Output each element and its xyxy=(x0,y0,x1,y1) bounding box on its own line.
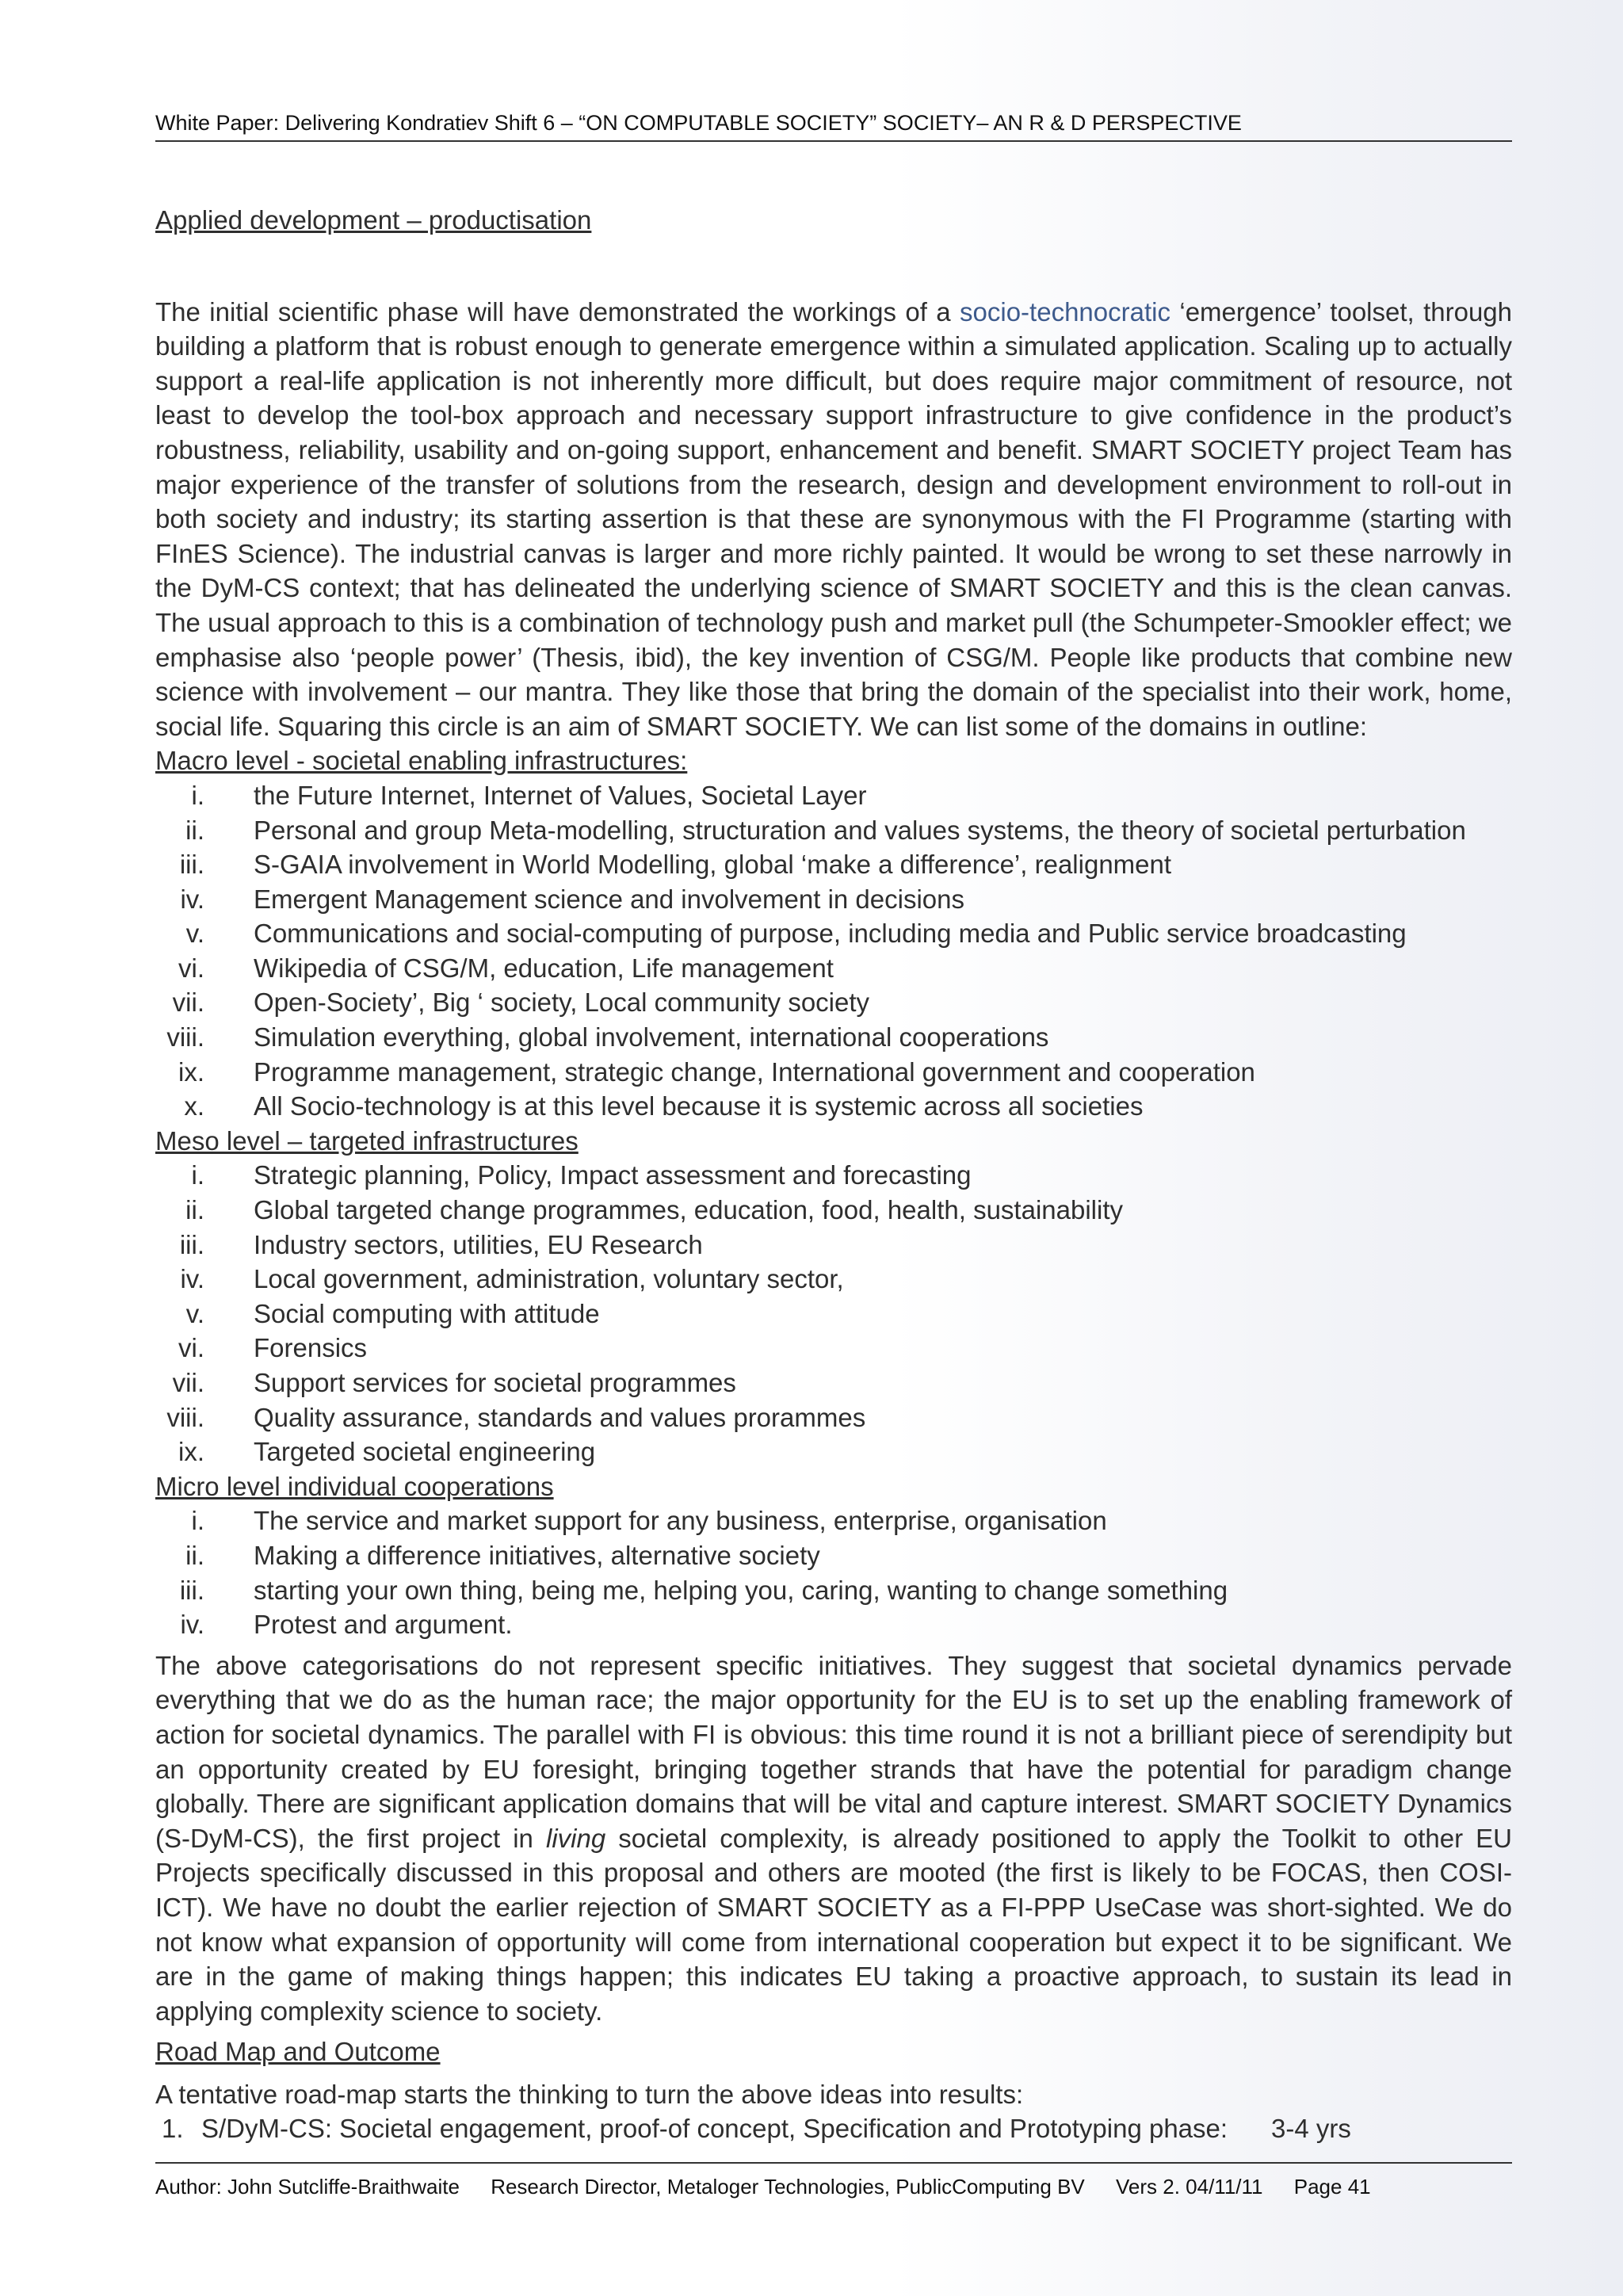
list-number: iii. xyxy=(179,1229,204,1259)
list-item xyxy=(155,1055,1512,1090)
list-number: i. xyxy=(191,780,204,810)
roadmap-text: S/DyM-CS: Societal engagement, proof-of concept, Specification and Prototyping phase: xyxy=(201,2114,1228,2144)
list-text: Targeted societal engineering xyxy=(254,1437,596,1467)
list-text: Global targeted change programmes, education, food, health, sustainability xyxy=(254,1195,1124,1225)
list-text: starting your own thing, being me, helping you, caring, wanting to change something xyxy=(254,1575,1228,1605)
paragraph-summary-rest: societal complexity, is already positioned to apply the Toolkit to other EU Projects specifically discussed in this proposal and others are mooted (the first is likely to be FOCAS, then COSI-ICT). We have no doubt the earlier rejection of SMART SOCIETY as a FI-PPP UseCase was short-sighted. We do not know what expansion of opportunity will come from international cooperation but expect it to be significant. We are in the game of making things happen; this indicates EU taking a proactive approach, to sustain its lead in applying complexity science to society. xyxy=(155,1823,1512,2026)
list-text: Local government, administration, voluntary sector, xyxy=(254,1264,844,1294)
list-number: iv. xyxy=(180,1264,204,1294)
list-number: ii. xyxy=(185,1195,204,1225)
list-item xyxy=(155,813,1512,848)
list-item xyxy=(155,1158,1512,1193)
list-text: Support services for societal programmes xyxy=(254,1368,736,1397)
list-item xyxy=(155,1193,1512,1228)
section-heading-meso: Meso level – targeted infrastructures xyxy=(155,1125,579,1156)
list-text: the Future Internet, Internet of Values, Societal Layer xyxy=(254,780,867,810)
list-text: Programme management, strategic change, International government and cooperation xyxy=(254,1056,1255,1087)
list-number: viii. xyxy=(166,1022,204,1052)
section-heading-micro: Micro level individual cooperations xyxy=(155,1471,554,1501)
paragraph-intro-start: The initial scientific phase will have demonstrated the workings of a xyxy=(155,296,960,327)
list-text: Simulation everything, global involvement, international cooperations xyxy=(254,1022,1049,1052)
list-text: Emergent Management science and involvement in decisions xyxy=(254,884,964,914)
roadmap-duration: 3-4 yrs xyxy=(1271,2114,1351,2144)
list-text: Communications and social-computing of purpose, including media and Public service broadcasting xyxy=(254,919,1407,949)
list-item xyxy=(155,778,1512,813)
list-number: iii. xyxy=(179,1575,204,1605)
list-number: ii. xyxy=(185,1540,204,1570)
list-item xyxy=(155,1607,1512,1642)
list-number: vii. xyxy=(172,988,204,1018)
highlight-term: socio-technocratic xyxy=(960,296,1170,327)
list-item xyxy=(155,951,1512,986)
meso-list xyxy=(155,1158,1512,1469)
header-title: White Paper: Delivering Kondratiev Shift 6 – “ON COMPUTABLE SOCIETY” SOCIETY– AN R & D PERSPECTIVE xyxy=(155,111,1242,135)
document-body xyxy=(155,203,1512,2146)
list-number: ix. xyxy=(178,1056,204,1087)
list-text: Social computing with attitude xyxy=(254,1298,600,1328)
list-text: Personal and group Meta-modelling, structuration and values systems, the theory of societal perturbation xyxy=(254,815,1466,845)
list-item xyxy=(155,847,1512,882)
list-number: vii. xyxy=(172,1368,204,1397)
list-text: All Socio-technology is at this level because it is systemic across all societies xyxy=(254,1091,1144,1121)
list-number: x. xyxy=(184,1091,204,1121)
list-item xyxy=(155,1366,1512,1400)
list-text: Making a difference initiatives, alternative society xyxy=(254,1540,820,1570)
paragraph-intro xyxy=(155,295,1512,744)
list-number: ii. xyxy=(185,815,204,845)
list-text: Quality assurance, standards and values prorammes xyxy=(254,1402,866,1432)
list-text: Wikipedia of CSG/M, education, Life management xyxy=(254,953,834,983)
list-item xyxy=(155,1228,1512,1263)
section-heading-macro: Macro level - societal enabling infrastructures: xyxy=(155,746,688,776)
page-header xyxy=(155,111,1512,142)
list-text: The service and market support for any business, enterprise, organisation xyxy=(254,1506,1107,1536)
list-item xyxy=(155,882,1512,917)
list-number: vi. xyxy=(178,1333,204,1363)
list-item xyxy=(155,1400,1512,1435)
list-number: iv. xyxy=(180,1610,204,1640)
list-text: Strategic planning, Policy, Impact assessment and forecasting xyxy=(254,1160,972,1190)
list-item xyxy=(155,1435,1512,1469)
list-text: S-GAIA involvement in World Modelling, global ‘make a difference’, realignment xyxy=(254,850,1172,880)
list-item xyxy=(155,985,1512,1020)
footer-version: Vers 2. 04/11/11 xyxy=(1116,2175,1263,2199)
list-text: Open-Society’, Big ‘ society, Local community society xyxy=(254,988,870,1018)
list-number: iii. xyxy=(179,850,204,880)
list-number: v. xyxy=(185,919,204,949)
list-item xyxy=(155,1503,1512,1538)
list-number: ix. xyxy=(178,1437,204,1467)
italic-term: living xyxy=(545,1823,606,1853)
list-item xyxy=(155,916,1512,951)
list-number: i. xyxy=(191,1506,204,1536)
paragraph-intro-rest: ‘emergence’ toolset, through building a platform that is robust enough to generate emergence within a simulated application. Scaling up to actually support a real-life application is not inherently more difficult, but does require major commitment of resource, not least to develop the tool-box approach and necessary support infrastructure to give confidence in the product’s robustness, reliability, usability and on-going support, enhancement and benefit. SMART SOCIETY project Team has major experience of the transfer of solutions from the research, design and development environment to roll-out in both society and industry; its starting assertion is that these are synonymous with the FI Programme (starting with FInES Science). The industrial canvas is larger and more richly painted. It would be wrong to set these narrowly in the DyM-CS context; that has delineated the underlying science of SMART SOCIETY and this is the clean canvas. The usual approach to this is a combination of technology push and market pull (the Schumpeter-Smookler effect; we emphasise also ‘people power’ (Thesis, ibid), the key invention of CSG/M. People like products that combine new science with involvement – our mantra. They like those that bring the domain of the specialist into their work, home, social life. Squaring this circle is an aim of SMART SOCIETY. We can list some of the domains in outline: xyxy=(155,296,1513,741)
macro-list xyxy=(155,778,1512,1124)
list-number: iv. xyxy=(180,884,204,914)
list-item xyxy=(155,1020,1512,1055)
paragraph-summary xyxy=(155,1648,1512,2029)
list-item xyxy=(155,1297,1512,1331)
list-item xyxy=(155,1331,1512,1366)
list-item xyxy=(155,1538,1512,1573)
list-number: i. xyxy=(191,1160,204,1190)
micro-list xyxy=(155,1503,1512,1641)
section-heading-applied-development: Applied development – productisation xyxy=(155,205,592,235)
list-item xyxy=(155,1262,1512,1297)
section-heading-road-map: Road Map and Outcome xyxy=(155,2037,441,2067)
list-item xyxy=(155,1573,1512,1608)
list-number: vi. xyxy=(178,953,204,983)
roadmap-intro: A tentative road-map starts the thinking to turn the above ideas into results: xyxy=(155,2079,1024,2109)
list-number: viii. xyxy=(166,1402,204,1432)
list-text: Forensics xyxy=(254,1333,368,1363)
roadmap-item xyxy=(155,2111,1512,2146)
list-text: Industry sectors, utilities, EU Research xyxy=(254,1229,703,1259)
list-item xyxy=(155,1089,1512,1124)
roadmap-number: 1. xyxy=(162,2114,184,2144)
list-number: v. xyxy=(185,1298,204,1328)
footer-role: Research Director, Metaloger Technologies, PublicComputing BV xyxy=(491,2175,1085,2199)
page-footer xyxy=(155,2162,1512,2199)
list-text: Protest and argument. xyxy=(254,1610,513,1640)
footer-page-number: Page 41 xyxy=(1293,2175,1371,2199)
paragraph-summary-start: The above categorisations do not represent specific initiatives. They suggest that societal dynamics pervade everything that we do as the human race; the major opportunity for the EU is to set up the enabling framework of action for societal dynamics. The parallel with FI is obvious: this time round it is not a brilliant piece of serendipity but an opportunity created by EU foresight, bringing together strands that have the potential for paradigm change globally. There are significant application domains that will be vital and capture interest. SMART SOCIETY Dynamics (S-DyM-CS), the first project in xyxy=(155,1650,1512,1853)
footer-author: Author: John Sutcliffe-Braithwaite xyxy=(155,2175,460,2199)
